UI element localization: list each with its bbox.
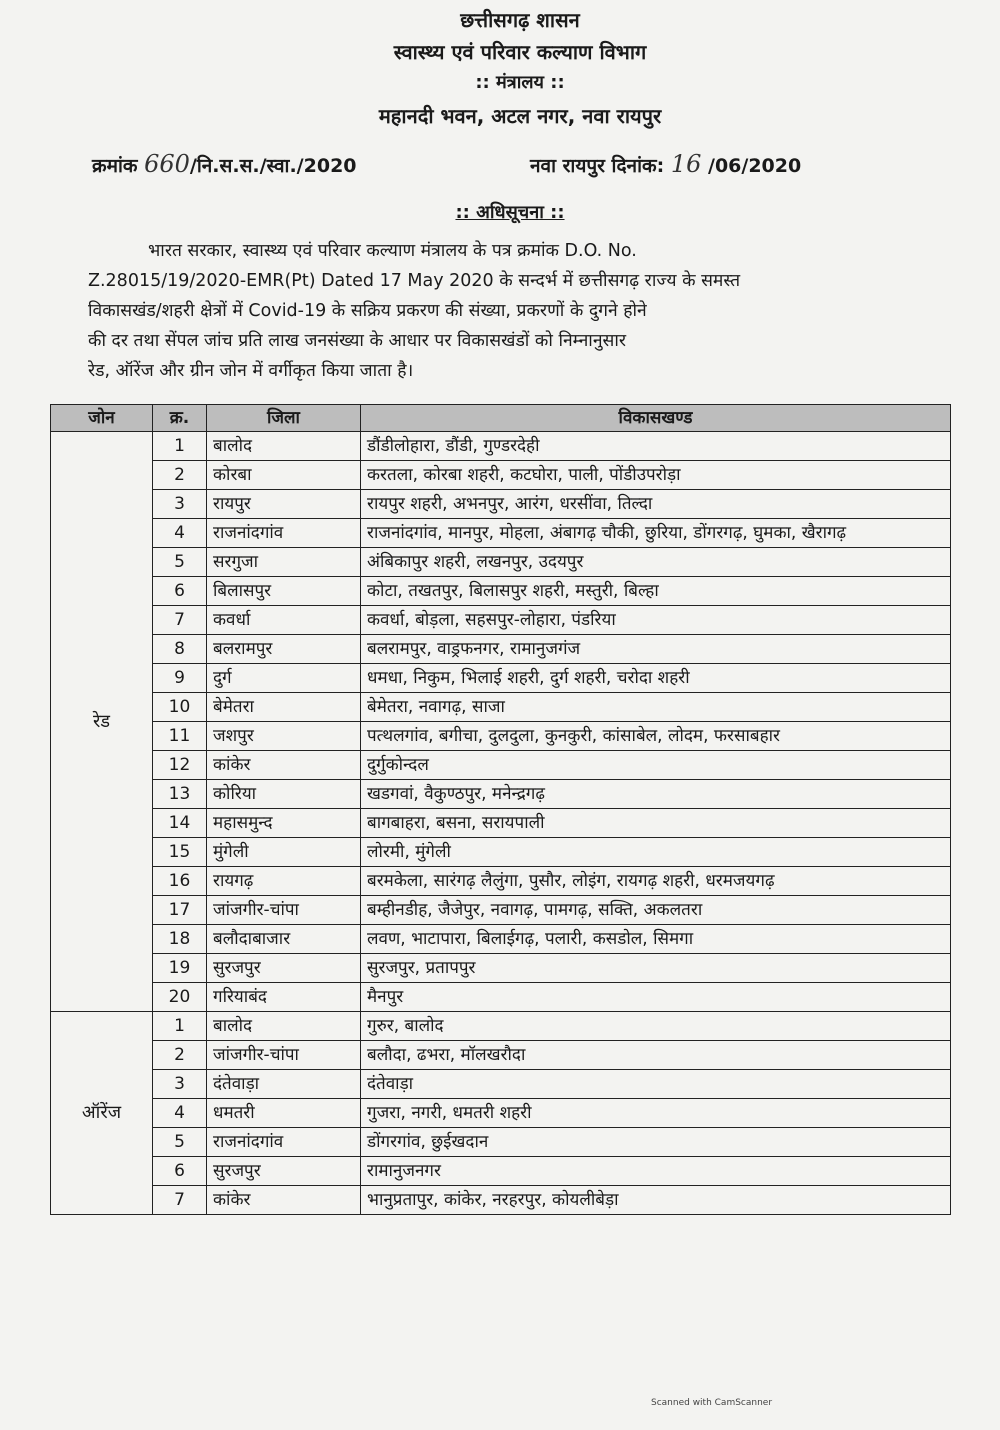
- district-cell: बेमेतरा: [207, 693, 361, 722]
- notice-paragraph: [88, 236, 933, 386]
- serial-cell: 10: [153, 693, 207, 722]
- header-blocks: विकासखण्ड: [361, 405, 951, 432]
- serial-cell: 4: [153, 1099, 207, 1128]
- table-row: [51, 867, 951, 896]
- ref-date-rest: /06/2020: [708, 155, 802, 177]
- header-serial: क्र.: [153, 405, 207, 432]
- blocks-cell: सुरजपुर, प्रतापपुर: [361, 954, 951, 983]
- district-cell: सुरजपुर: [207, 1157, 361, 1186]
- serial-cell: 19: [153, 954, 207, 983]
- table-row: [51, 809, 951, 838]
- serial-cell: 9: [153, 664, 207, 693]
- government-title: छत्तीसगढ़ शासन: [460, 8, 580, 32]
- paragraph-line: रेड, ऑरेंज और ग्रीन जोन में वर्गीकृत किया जाता है।: [88, 361, 414, 381]
- district-cell: गरियाबंद: [207, 983, 361, 1012]
- serial-cell: 4: [153, 519, 207, 548]
- serial-cell: 1: [153, 432, 207, 461]
- table-row: [51, 432, 951, 461]
- table-row: [51, 693, 951, 722]
- blocks-cell: बलौदा, ढभरा, मॉलखरौदा: [361, 1041, 951, 1070]
- table-row: [51, 490, 951, 519]
- blocks-cell: डोंगरगांव, छुईखदान: [361, 1128, 951, 1157]
- blocks-cell: पत्थलगांव, बगीचा, दुलदुला, कुनकुरी, कांसाबेल, लोदम, फरसाबहार: [361, 722, 951, 751]
- district-cell: बिलासपुर: [207, 577, 361, 606]
- table-row: [51, 461, 951, 490]
- reference-date: [530, 150, 801, 178]
- serial-cell: 7: [153, 1186, 207, 1215]
- blocks-cell: राजनांदगांव, मानपुर, मोहला, अंबागढ़ चौकी, छुरिया, डोंगरगढ़, घुमका, खैरागढ़: [361, 519, 951, 548]
- serial-cell: 1: [153, 1012, 207, 1041]
- zone-table: [50, 404, 951, 1215]
- blocks-cell: मैनपुर: [361, 983, 951, 1012]
- ref-suffix: /नि.स.स./स्वा./2020: [189, 155, 357, 177]
- district-cell: जांजगीर-चांपा: [207, 1041, 361, 1070]
- blocks-cell: करतला, कोरबा शहरी, कटघोरा, पाली, पोंडीउपरोड़ा: [361, 461, 951, 490]
- serial-cell: 5: [153, 548, 207, 577]
- office-address: महानदी भवन, अटल नगर, नवा रायपुर: [378, 104, 662, 128]
- table-row: [51, 1128, 951, 1157]
- table-row: [51, 548, 951, 577]
- district-cell: बालोद: [207, 432, 361, 461]
- table-row: [51, 1186, 951, 1215]
- blocks-cell: दंतेवाड़ा: [361, 1070, 951, 1099]
- blocks-cell: गुजरा, नगरी, धमतरी शहरी: [361, 1099, 951, 1128]
- paragraph-line: की दर तथा सेंपल जांच प्रति लाख जनसंख्या के आधार पर विकासखंडों को निम्नानुसार: [88, 331, 627, 351]
- ref-day: 16: [670, 150, 702, 178]
- blocks-cell: बागबाहरा, बसना, सरायपाली: [361, 809, 951, 838]
- table-row: [51, 954, 951, 983]
- district-cell: धमतरी: [207, 1099, 361, 1128]
- district-cell: सुरजपुर: [207, 954, 361, 983]
- serial-cell: 15: [153, 838, 207, 867]
- serial-cell: 13: [153, 780, 207, 809]
- blocks-cell: लवण, भाटापारा, बिलाईगढ़, पलारी, कसडोल, सिमगा: [361, 925, 951, 954]
- blocks-cell: गुरुर, बालोद: [361, 1012, 951, 1041]
- serial-cell: 6: [153, 577, 207, 606]
- table-row: [51, 1099, 951, 1128]
- blocks-cell: बेमेतरा, नवागढ़, साजा: [361, 693, 951, 722]
- serial-cell: 3: [153, 1070, 207, 1099]
- header-district: जिला: [207, 405, 361, 432]
- serial-cell: 2: [153, 461, 207, 490]
- table-row: [51, 751, 951, 780]
- district-cell: रायपुर: [207, 490, 361, 519]
- blocks-cell: लोरमी, मुंगेली: [361, 838, 951, 867]
- table-row: [51, 1012, 951, 1041]
- table-row: [51, 1157, 951, 1186]
- district-cell: कांकेर: [207, 1186, 361, 1215]
- ministry-title: :: मंत्रालय ::: [475, 72, 565, 93]
- serial-cell: 8: [153, 635, 207, 664]
- district-cell: कोरबा: [207, 461, 361, 490]
- table-row: [51, 722, 951, 751]
- ref-prefix: क्रमांक: [92, 155, 138, 177]
- table-row: [51, 896, 951, 925]
- district-cell: कांकेर: [207, 751, 361, 780]
- table-row: [51, 838, 951, 867]
- reference-number: [92, 150, 357, 178]
- district-cell: जांजगीर-चांपा: [207, 896, 361, 925]
- blocks-cell: बम्हीनडीह, जैजेपुर, नवागढ़, पामगढ़, सक्ति, अकलतरा: [361, 896, 951, 925]
- paragraph-line: भारत सरकार, स्वास्थ्य एवं परिवार कल्याण मंत्रालय के पत्र क्रमांक D.O. No.: [148, 241, 637, 261]
- serial-cell: 5: [153, 1128, 207, 1157]
- table-row: [51, 780, 951, 809]
- table-header-row: [51, 405, 951, 432]
- scanner-watermark: Scanned with CamScanner: [651, 1398, 773, 1408]
- ref-place: नवा रायपुर दिनांक:: [530, 155, 665, 177]
- district-cell: राजनांदगांव: [207, 1128, 361, 1157]
- blocks-cell: दुर्गुकोन्दल: [361, 751, 951, 780]
- blocks-cell: बरमकेला, सारंगढ़ लैलुंगा, पुसौर, लोइंग, रायगढ़ शहरी, धरमजयगढ़: [361, 867, 951, 896]
- zone-cell: ऑरेंज: [51, 1012, 153, 1215]
- district-cell: सरगुजा: [207, 548, 361, 577]
- district-cell: कवर्धा: [207, 606, 361, 635]
- table-row: [51, 664, 951, 693]
- serial-cell: 6: [153, 1157, 207, 1186]
- serial-cell: 7: [153, 606, 207, 635]
- table-row: [51, 606, 951, 635]
- blocks-cell: भानुप्रतापुर, कांकेर, नरहरपुर, कोयलीबेड़ा: [361, 1186, 951, 1215]
- notice-title: :: अधिसूचना ::: [455, 202, 565, 223]
- blocks-cell: डौंडीलोहारा, डौंडी, गुण्डरदेही: [361, 432, 951, 461]
- table-row: [51, 519, 951, 548]
- serial-cell: 2: [153, 1041, 207, 1070]
- table-row: [51, 577, 951, 606]
- serial-cell: 20: [153, 983, 207, 1012]
- serial-cell: 3: [153, 490, 207, 519]
- blocks-cell: रामानुजनगर: [361, 1157, 951, 1186]
- serial-cell: 11: [153, 722, 207, 751]
- table-row: [51, 1041, 951, 1070]
- blocks-cell: धमधा, निकुम, भिलाई शहरी, दुर्ग शहरी, चरोदा शहरी: [361, 664, 951, 693]
- blocks-cell: खडगवां, वैकुण्ठपुर, मनेन्द्रगढ़: [361, 780, 951, 809]
- table-row: [51, 635, 951, 664]
- blocks-cell: अंबिकापुर शहरी, लखनपुर, उदयपुर: [361, 548, 951, 577]
- department-title: स्वास्थ्य एवं परिवार कल्याण विभाग: [393, 40, 647, 64]
- district-cell: बलरामपुर: [207, 635, 361, 664]
- district-cell: महासमुन्द: [207, 809, 361, 838]
- district-cell: जशपुर: [207, 722, 361, 751]
- blocks-cell: कोटा, तखतपुर, बिलासपुर शहरी, मस्तुरी, बिल्हा: [361, 577, 951, 606]
- table-row: [51, 1070, 951, 1099]
- blocks-cell: बलरामपुर, वाड्रफनगर, रामानुजगंज: [361, 635, 951, 664]
- district-cell: दंतेवाड़ा: [207, 1070, 361, 1099]
- blocks-cell: रायपुर शहरी, अभनपुर, आरंग, धरसींवा, तिल्दा: [361, 490, 951, 519]
- district-cell: बलौदाबाजार: [207, 925, 361, 954]
- district-cell: कोरिया: [207, 780, 361, 809]
- district-cell: रायगढ़: [207, 867, 361, 896]
- serial-cell: 16: [153, 867, 207, 896]
- serial-cell: 18: [153, 925, 207, 954]
- table-row: [51, 925, 951, 954]
- zone-cell: रेड: [51, 432, 153, 1012]
- district-cell: राजनांदगांव: [207, 519, 361, 548]
- serial-cell: 17: [153, 896, 207, 925]
- district-cell: बालोद: [207, 1012, 361, 1041]
- district-cell: दुर्ग: [207, 664, 361, 693]
- serial-cell: 12: [153, 751, 207, 780]
- paragraph-line: Z.28015/19/2020-EMR(Pt) Dated 17 May 2020 के सन्दर्भ में छत्तीसगढ़ राज्य के समस्त: [88, 271, 741, 291]
- ref-number: 660: [144, 150, 190, 178]
- blocks-cell: कवर्धा, बोड़ला, सहसपुर-लोहारा, पंडरिया: [361, 606, 951, 635]
- district-cell: मुंगेली: [207, 838, 361, 867]
- serial-cell: 14: [153, 809, 207, 838]
- header-zone: जोन: [51, 405, 153, 432]
- table-row: [51, 983, 951, 1012]
- paragraph-line: विकासखंड/शहरी क्षेत्रों में Covid-19 के सक्रिय प्रकरण की संख्या, प्रकरणों के दुगने होने: [88, 301, 647, 321]
